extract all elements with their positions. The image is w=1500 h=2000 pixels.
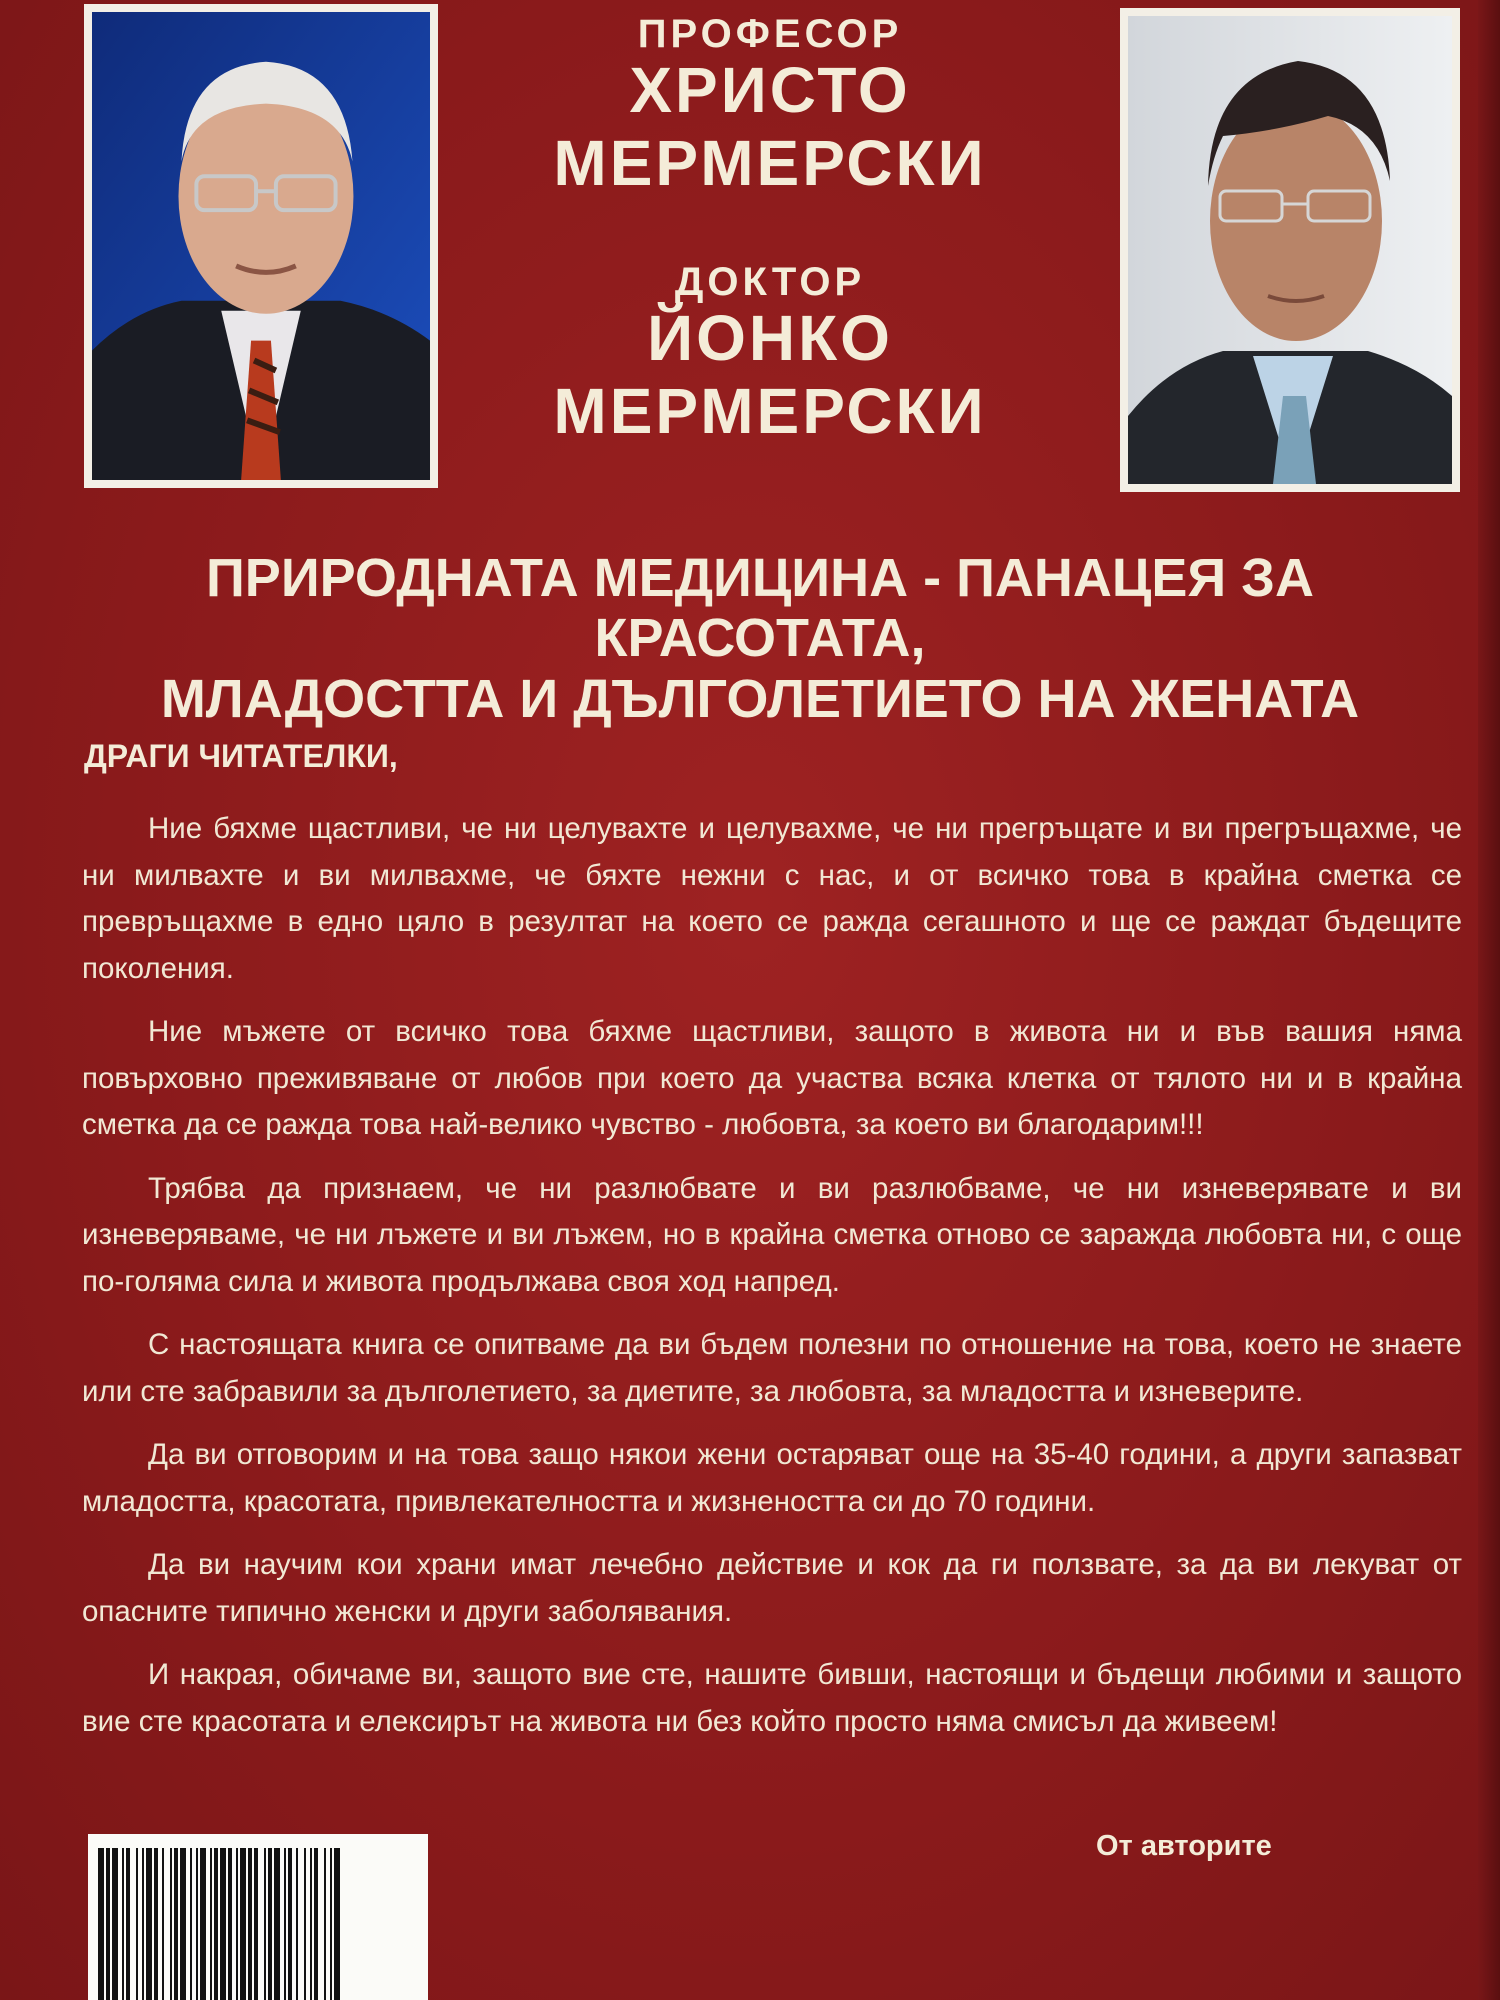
barcode-bar [180, 1848, 186, 2000]
barcode-bar [126, 1848, 130, 2000]
barcode-bar [162, 1848, 164, 2000]
barcode-bar [330, 1848, 332, 2000]
author-2-last-name: МЕРМЕРСКИ [553, 374, 987, 447]
headline-line-2: МЛАДОСТТА И ДЪЛГОЛЕТИЕТО НА ЖЕНАТА [160, 668, 1360, 729]
headline-line-1: ПРИРОДНАТА МЕДИЦИНА - ПАНАЦЕЯ ЗА КРАСОТАТА, [205, 548, 1315, 669]
author-2-title: ДОКТОР [674, 260, 866, 304]
author-1-title: ПРОФЕСОР [637, 12, 903, 56]
barcode-bar [122, 1848, 124, 2000]
barcode-bar [304, 1848, 306, 2000]
barcode-bar [236, 1848, 238, 2000]
author-1-first-name: ХРИСТО [629, 54, 911, 126]
book-headline [60, 548, 1460, 729]
greeting: ДРАГИ ЧИТАТЕЛКИ, [84, 738, 398, 774]
barcode [88, 1834, 428, 2000]
barcode-bar [254, 1848, 258, 2000]
barcode-bar [142, 1848, 144, 2000]
paragraph: Ние бяхме щастливи, че ни целувахте и целувахме, че ни прегръщате и ви прегръщахме, че ни милвахте и ви милвахме, че бяхте нежни с нас, и от всичко това в крайна сметка се превръщахме в едно цяло в резултат на което се ражда сегашното и ще се раждат бъдещите поколения. [82, 812, 1462, 985]
author-2-first-name: ЙОНКО [647, 302, 893, 374]
barcode-bar [200, 1848, 206, 2000]
barcode-bar [146, 1848, 152, 2000]
paragraph: Да ви научим кои храни имат лечебно действие и кок да ги ползвате, за да ви лекуват от опасните типично женски и други заболявания. [82, 1548, 1462, 1628]
portrait-younger-man [1128, 16, 1452, 484]
paragraph: И накрая, обичаме ви, защото вие сте, нашите бивши, настоящи и бъдещи любими и защото вие сте красотата и елексирът на живота ни без който просто няма смисъл да живеем! [82, 1658, 1462, 1738]
barcode-bar [274, 1848, 280, 2000]
barcode-bar [112, 1848, 118, 2000]
barcode-bar [196, 1848, 198, 2000]
barcode-bar [284, 1848, 286, 2000]
barcode-bar [240, 1848, 246, 2000]
barcode-bar [170, 1848, 172, 2000]
author-1-last-name: МЕРМЕРСКИ [553, 126, 987, 199]
barcode-bar [154, 1848, 158, 2000]
barcode-bar [324, 1848, 326, 2000]
barcode-bar [98, 1848, 104, 2000]
signature: От авторите [1096, 1830, 1272, 1862]
author-portrait-right [1120, 8, 1460, 492]
barcode-bar [296, 1848, 298, 2000]
barcode-bar [190, 1848, 192, 2000]
book-spine-edge [1478, 0, 1500, 2000]
author-2-credit [470, 262, 1070, 448]
barcode-bar [136, 1848, 138, 2000]
portrait-elderly-man [92, 12, 430, 480]
barcode-bar [288, 1848, 292, 2000]
paragraph: Да ви отговорим и на това защо някои жени остаряват още на 35-40 години, а други запазват младостта, красотата, привлекателността и жизнеността си до 70 години. [82, 1438, 1462, 1518]
barcode-icon [88, 1834, 428, 2000]
paragraph: Трябва да признаем, че ни разлюбвате и ви разлюбваме, че ни изневерявате и ви изневеряваме, че ни лъжете и ви лъжем, но в крайна сметка отново се заражда любовта ни, с още по-голяма сила и живота продължава своя ход напред. [82, 1171, 1462, 1298]
blurb-text [82, 806, 1462, 1762]
barcode-bar [210, 1848, 212, 2000]
barcode-bar [264, 1848, 266, 2000]
barcode-bar [220, 1848, 226, 2000]
barcode-bar [334, 1848, 340, 2000]
paragraph: Ние мъжете от всичко това бяхме щастливи, защото в живота ни и във вашия няма повърховно преживяване от любов при което да участва всяка клетка от тялото ни и в крайна сметка да се ражда това най-велико чувство - любовта, за което ви благодарим!!! [82, 1015, 1462, 1141]
paragraph: С настоящата книга се опитваме да ви бъдем полезни по отношение на това, което не знаете или сте забравили за дълголетието, за диетите, за любовта, за младостта и изневерите. [82, 1328, 1462, 1408]
barcode-bar [174, 1848, 178, 2000]
barcode-bar [314, 1848, 318, 2000]
barcode-bar [106, 1848, 110, 2000]
barcode-bar [268, 1848, 272, 2000]
barcode-bar [310, 1848, 312, 2000]
author-1-credit [470, 14, 1070, 200]
barcode-bar [228, 1848, 232, 2000]
author-portrait-left [84, 4, 438, 488]
barcode-bar [214, 1848, 218, 2000]
barcode-bar [248, 1848, 252, 2000]
